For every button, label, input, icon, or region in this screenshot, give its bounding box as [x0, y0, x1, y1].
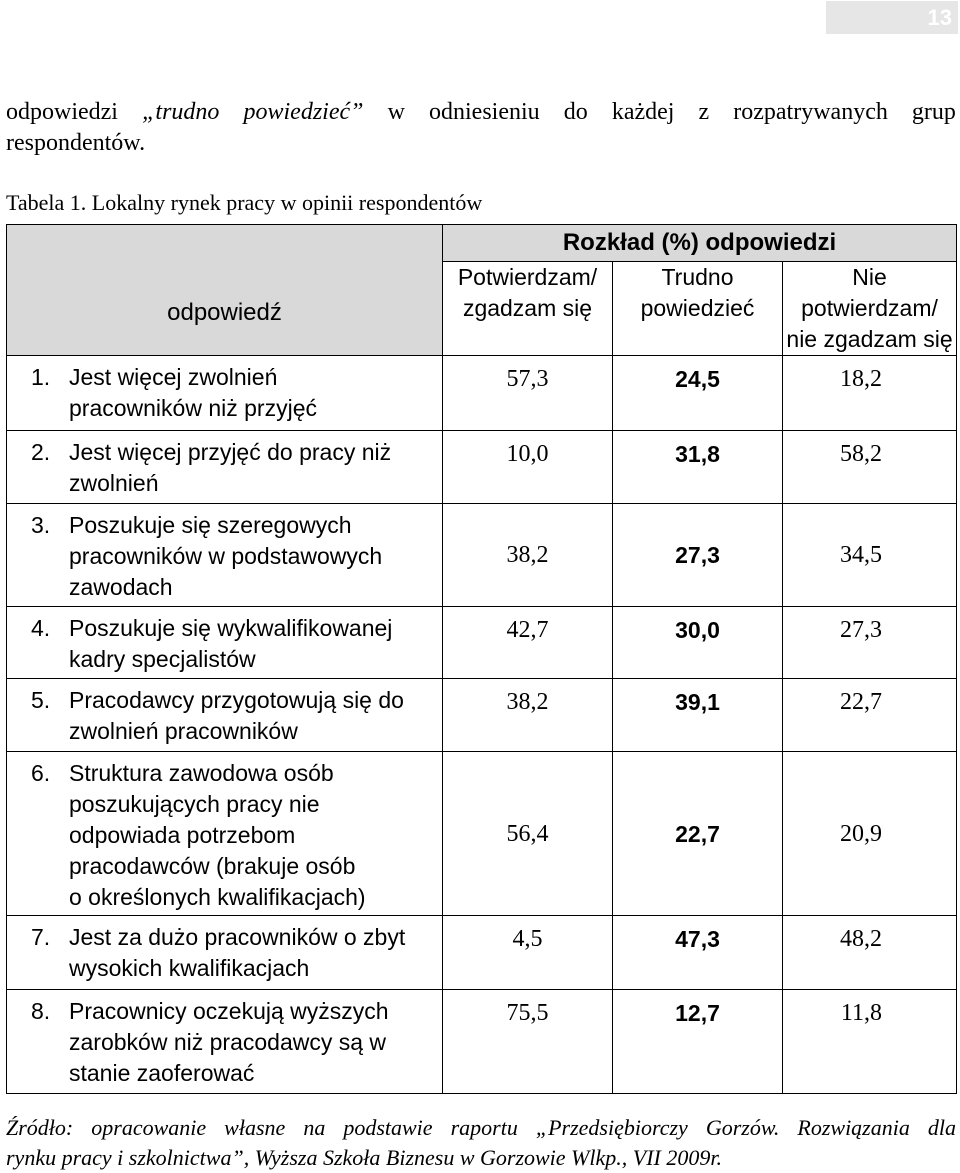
row-label — [7, 431, 443, 504]
source-word: podstawie — [343, 1115, 433, 1140]
table-row — [7, 752, 957, 916]
header-col-line: nie zgadzam się — [786, 326, 953, 352]
intro-paragraph — [6, 97, 956, 159]
value-agree: 10,0 — [443, 431, 613, 504]
source-word: Źródło: — [6, 1115, 74, 1140]
row-text — [69, 996, 436, 1089]
header-col-line: zgadzam się — [462, 295, 593, 321]
value-hard-to-say: 27,3 — [613, 504, 783, 607]
row-text-line: Pracownicy oczekują wyższych — [69, 998, 389, 1024]
table-row — [7, 990, 957, 1094]
value-disagree: 20,9 — [783, 752, 957, 916]
row-text-line: zarobków niż pracodawcy są w — [69, 1029, 387, 1055]
header-col-hard-to-say — [613, 262, 783, 356]
value-hard-to-say: 47,3 — [613, 916, 783, 990]
row-label — [7, 990, 443, 1094]
value-agree: 57,3 — [443, 356, 613, 431]
row-text — [69, 362, 436, 424]
intro-word: „trudno — [142, 99, 220, 125]
row-text — [69, 685, 436, 747]
page-number: 13 — [826, 1, 958, 34]
row-text-line: zwolnień pracowników — [69, 718, 298, 744]
intro-word: każdej — [611, 99, 675, 125]
row-text-line: pracowników niż przyjęć — [69, 395, 317, 421]
source-word: własne — [224, 1115, 286, 1140]
row-text-line: Pracodawcy przygotowują się do — [69, 687, 404, 713]
value-agree: 75,5 — [443, 990, 613, 1094]
source-word: „Przedsiębiorczy — [535, 1115, 688, 1140]
header-col-line: powiedzieć — [640, 295, 755, 321]
row-text-line: pracodawców (brakuje osób — [69, 853, 356, 879]
intro-word: odpowiedzi — [6, 99, 118, 125]
row-text-line: Poszukuje się wykwalifikowanej — [69, 615, 393, 641]
source-word: opracowanie — [91, 1115, 207, 1140]
row-text-line: stanie zaoferować — [69, 1060, 255, 1086]
source-note — [6, 1113, 956, 1173]
source-word: dla — [927, 1115, 956, 1140]
row-number: 7. — [31, 924, 51, 950]
row-number: 6. — [31, 760, 51, 786]
table-row — [7, 916, 957, 990]
value-disagree: 48,2 — [783, 916, 957, 990]
survey-table — [6, 224, 957, 1094]
source-word: raportu — [450, 1115, 518, 1140]
intro-word: grup — [911, 99, 956, 125]
table-header-row — [7, 225, 957, 262]
header-col-line: Potwierdzam/ — [457, 264, 598, 290]
row-number: 5. — [31, 687, 51, 713]
row-text-line: Jest za dużo pracowników o zbyt — [69, 924, 406, 950]
row-label — [7, 504, 443, 607]
row-text-line: poszukujących pracy nie — [69, 791, 320, 817]
intro-line-1 — [6, 97, 956, 128]
row-text-line: o określonych kwalifikacjach) — [69, 884, 366, 910]
value-hard-to-say: 24,5 — [613, 356, 783, 431]
row-text-line: pracowników w podstawowych — [69, 543, 383, 569]
row-text-line: wysokich kwalifikacjach — [69, 955, 310, 981]
value-agree: 38,2 — [443, 679, 613, 752]
source-word: Gorzów. — [705, 1115, 780, 1140]
intro-word: powiedzieć” — [243, 99, 364, 125]
header-col-disagree — [783, 262, 957, 356]
header-answer: odpowiedź — [167, 299, 282, 326]
row-text-line: Jest więcej zwolnień — [69, 364, 278, 390]
value-agree: 42,7 — [443, 607, 613, 679]
row-text-line: zawodach — [69, 574, 173, 600]
source-word: Rozwiązania — [797, 1115, 910, 1140]
intro-word: w — [387, 99, 405, 125]
row-label — [7, 356, 443, 431]
row-label — [7, 679, 443, 752]
value-disagree: 27,3 — [783, 607, 957, 679]
row-text-line: Struktura zawodowa osób — [69, 760, 334, 786]
row-text-line: Poszukuje się szeregowych — [69, 512, 352, 538]
value-agree: 38,2 — [443, 504, 613, 607]
header-answer-cell — [7, 225, 443, 356]
row-text-line: kadry specjalistów — [69, 646, 256, 672]
source-word: na — [303, 1115, 326, 1140]
row-text — [69, 758, 436, 913]
row-number: 1. — [31, 364, 51, 390]
header-distribution: Rozkład (%) odpowiedzi — [443, 225, 957, 262]
row-text — [69, 922, 436, 984]
row-text-line: Jest więcej przyjęć do pracy niż — [69, 439, 392, 465]
row-number: 3. — [31, 512, 51, 538]
value-hard-to-say: 22,7 — [613, 752, 783, 916]
row-label — [7, 607, 443, 679]
source-line-2: rynku pracy i szkolnictwa”, Wyższa Szkoła Biznesu w Gorzowie Wlkp., VII 2009r. — [6, 1145, 722, 1170]
source-line-1 — [6, 1113, 956, 1143]
table-caption: Tabela 1. Lokalny rynek pracy w opinii respondentów — [6, 190, 483, 215]
row-label — [7, 752, 443, 916]
row-text-line: odpowiada potrzebom — [69, 822, 296, 848]
table-row — [7, 679, 957, 752]
row-text — [69, 613, 436, 675]
row-number: 2. — [31, 439, 51, 465]
value-hard-to-say: 39,1 — [613, 679, 783, 752]
header-col-agree — [443, 262, 613, 356]
value-disagree: 58,2 — [783, 431, 957, 504]
value-disagree: 18,2 — [783, 356, 957, 431]
intro-word: odniesieniu — [429, 99, 540, 125]
row-number: 8. — [31, 998, 51, 1024]
row-text — [69, 437, 436, 499]
table-row — [7, 607, 957, 679]
intro-line-2: respondentów. — [6, 130, 146, 156]
value-hard-to-say: 30,0 — [613, 607, 783, 679]
header-col-line: Trudno — [661, 264, 734, 290]
header-col-line: potwierdzam/ — [801, 295, 938, 321]
value-disagree: 34,5 — [783, 504, 957, 607]
table-row — [7, 356, 957, 431]
row-number: 4. — [31, 615, 51, 641]
value-hard-to-say: 12,7 — [613, 990, 783, 1094]
intro-word: z — [698, 99, 710, 125]
value-agree: 4,5 — [443, 916, 613, 990]
table-row — [7, 431, 957, 504]
row-text-line: zwolnień — [69, 470, 159, 496]
intro-word: rozpatrywanych — [733, 99, 888, 125]
row-text — [69, 510, 436, 603]
value-agree: 56,4 — [443, 752, 613, 916]
value-disagree: 22,7 — [783, 679, 957, 752]
header-col-line: Nie — [852, 264, 887, 290]
intro-word: do — [563, 99, 588, 125]
value-disagree: 11,8 — [783, 990, 957, 1094]
value-hard-to-say: 31,8 — [613, 431, 783, 504]
row-label — [7, 916, 443, 990]
table-row — [7, 504, 957, 607]
